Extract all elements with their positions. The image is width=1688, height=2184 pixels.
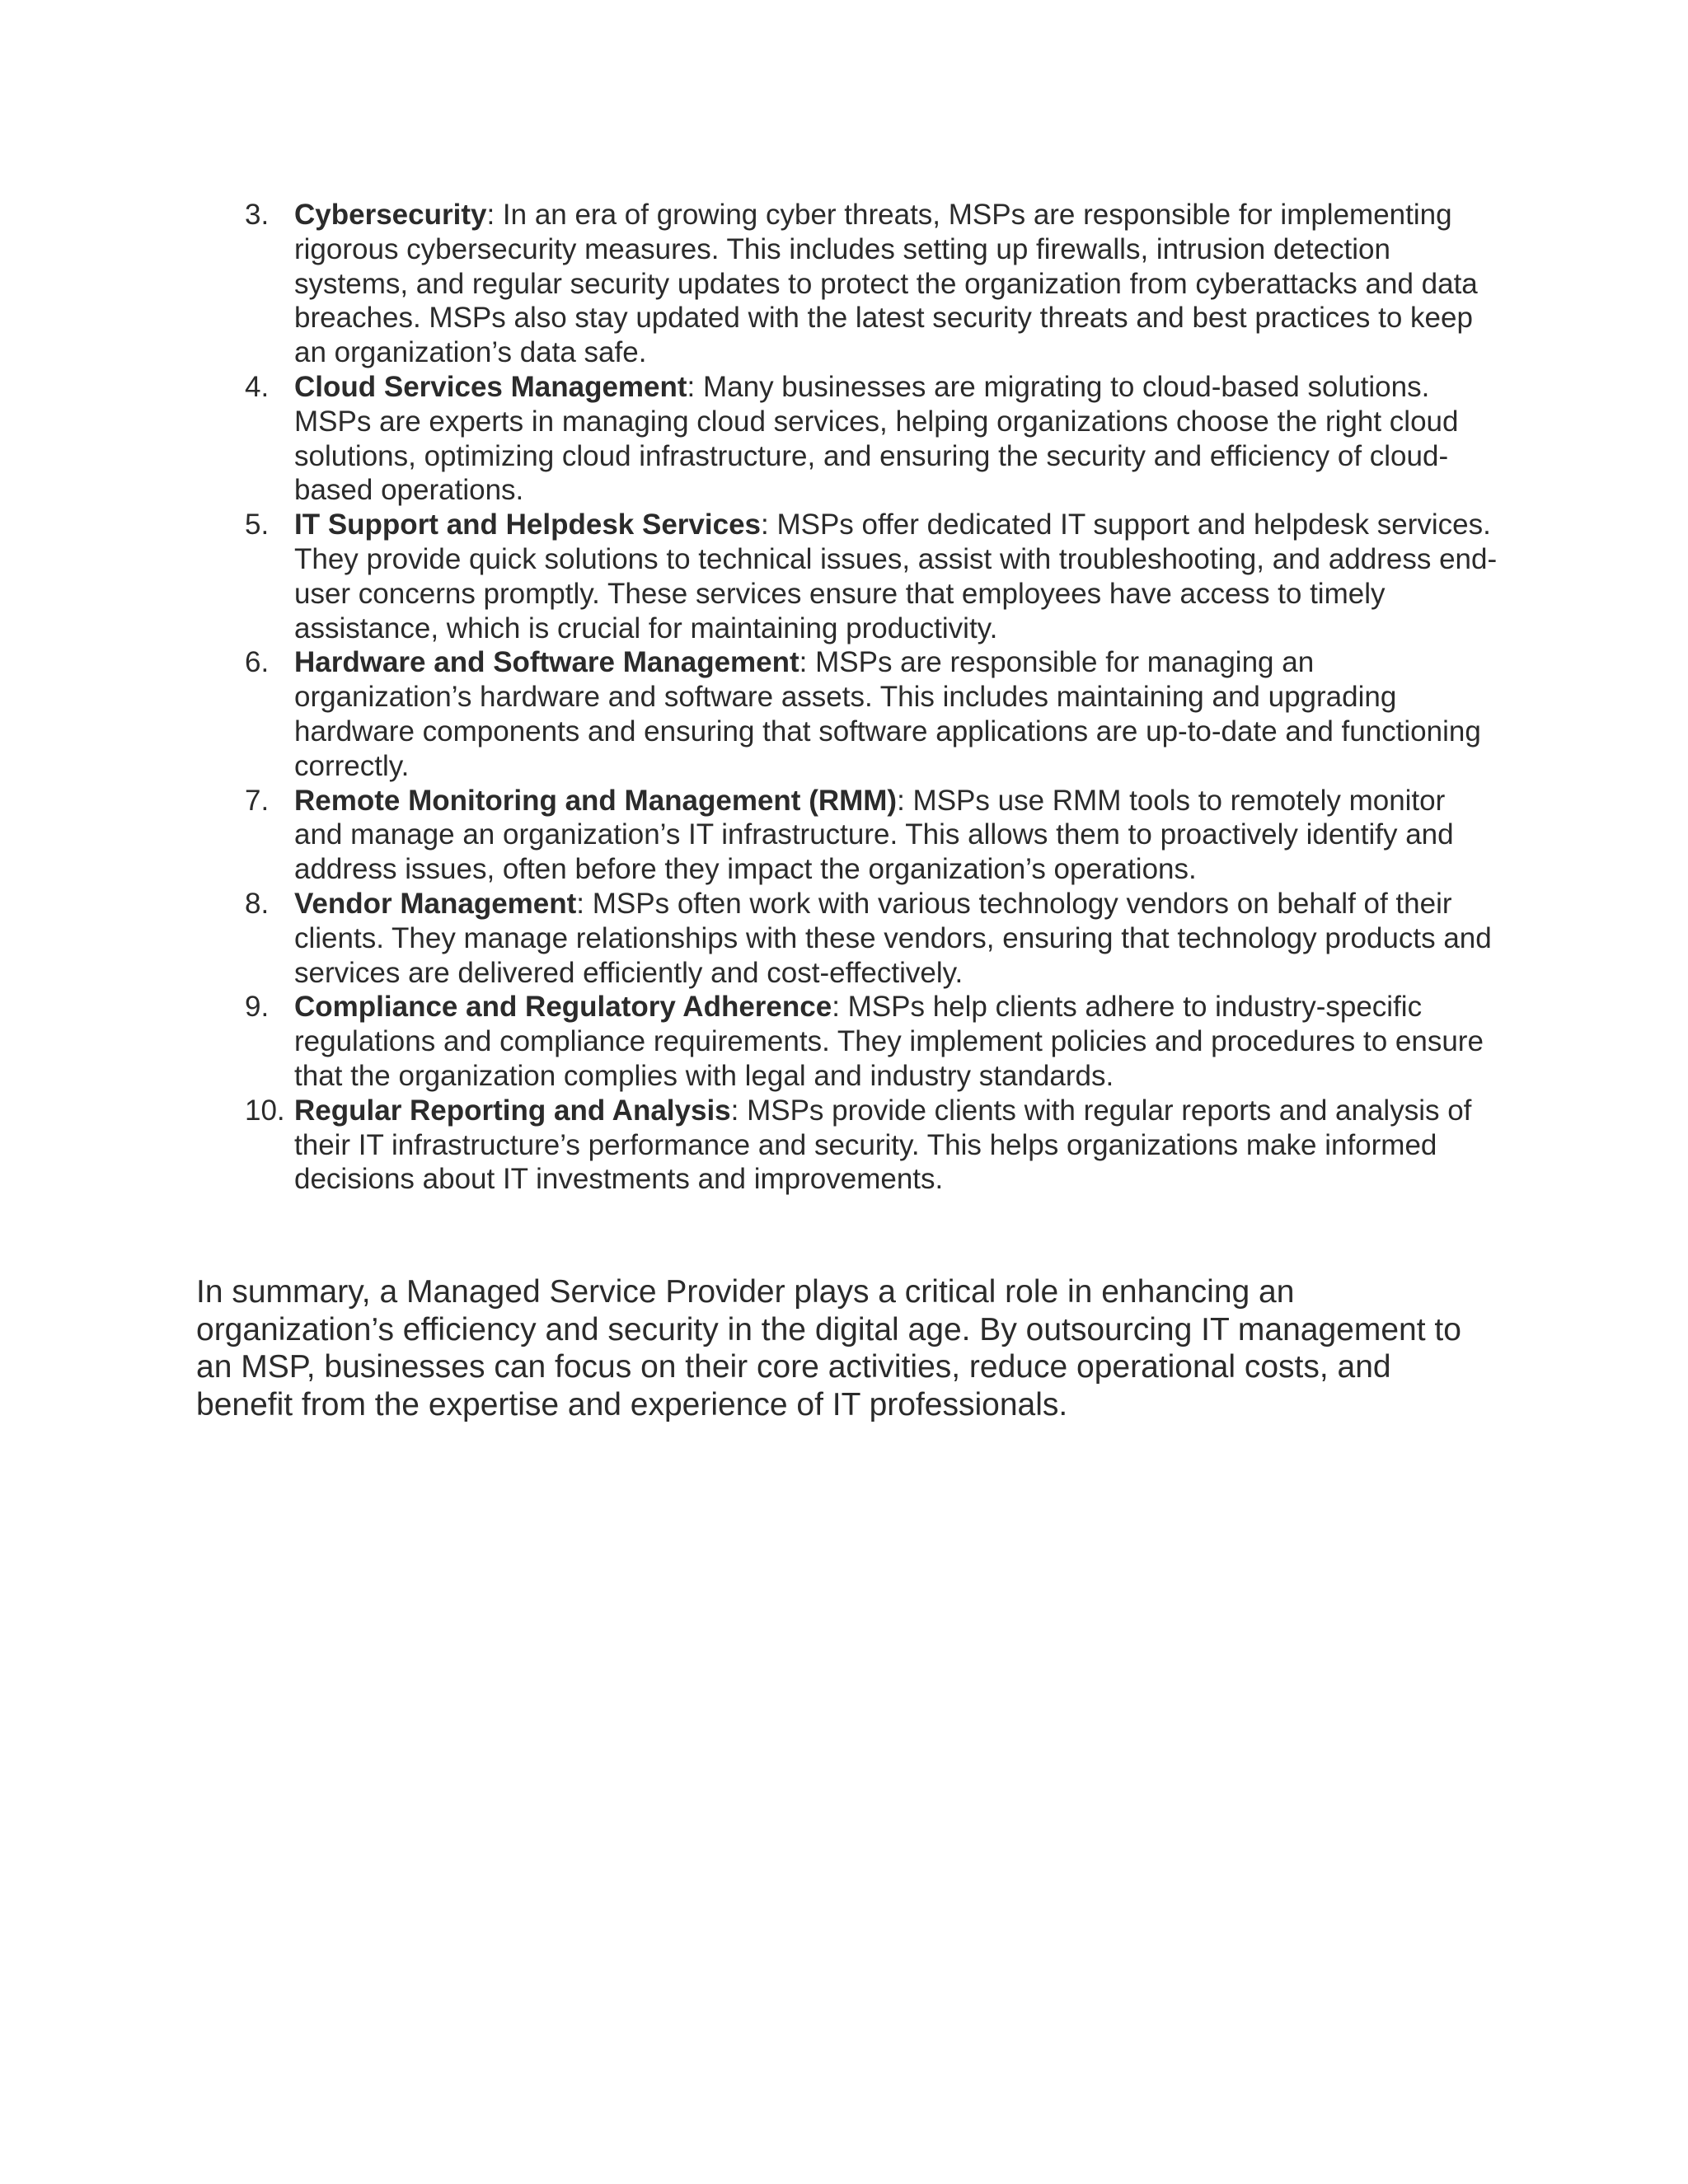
- list-item-number: 6.: [245, 646, 270, 679]
- list-item-title: Remote Monitoring and Management (RMM): [294, 784, 898, 817]
- list-item-text: : MSPs provide clients with regular reports and analysis of their IT infrastructure’s performance and security. This helps organizations make informed decisions about IT investments and improvements.: [294, 1094, 1472, 1196]
- list-item-title: Hardware and Software Management: [294, 646, 799, 679]
- list-item: [245, 370, 1498, 508]
- list-item-number: 9.: [245, 991, 270, 1024]
- list-item-text: : MSPs use RMM tools to remotely monitor and manage an organization’s IT infrastructure. This allows them to proactively identify and address issues, often before they impact the organization’s operations.: [294, 784, 1454, 886]
- list-item-title: Cloud Services Management: [294, 370, 687, 403]
- list-item: [245, 990, 1498, 1093]
- list-item-text: : MSPs are responsible for managing an organization’s hardware and software assets. This includes maintaining and upgrading hardware components and ensuring that software applications are up-to-date and functioning correctly.: [294, 646, 1481, 782]
- list-item-title: Regular Reporting and Analysis: [294, 1094, 731, 1127]
- list-item-number: 8.: [245, 887, 270, 920]
- list-item: [245, 645, 1498, 783]
- list-item-number: 4.: [245, 370, 270, 403]
- list-item: [245, 887, 1498, 990]
- list-item-title: Vendor Management: [294, 887, 577, 920]
- list-item-text: : MSPs help clients adhere to industry-specific regulations and compliance requirements. They implement policies and procedures to ensure that the organization complies with legal and industry standards.: [294, 991, 1484, 1092]
- list-item-title: Compliance and Regulatory Adherence: [294, 991, 832, 1024]
- list-item-title: Cybersecurity: [294, 199, 487, 231]
- list-item: [245, 784, 1498, 887]
- list-item-text: : MSPs offer dedicated IT support and helpdesk services. They provide quick solutions to technical issues, assist with troubleshooting, and address end-user concerns promptly. These services ensure that employees have access to timely assistance, which is crucial for maintaining productivity.: [294, 509, 1498, 644]
- list-item-title: IT Support and Helpdesk Services: [294, 509, 761, 541]
- list-item-number: 7.: [245, 784, 270, 817]
- list-item-text: : Many businesses are migrating to cloud-based solutions. MSPs are experts in managing cloud services, helping organizations choose the right cloud solutions, optimizing cloud infrastructure, and ensuring the security and efficiency of cloud-based operations.: [294, 370, 1459, 507]
- list-item-text: : In an era of growing cyber threats, MSPs are responsible for implementing rigorous cybersecurity measures. This includes setting up firewalls, intrusion detection systems, and regular security updates to protect the organization from cyberattacks and data breaches. MSPs also stay updated with the latest security threats and best practices to keep an organization’s data safe.: [294, 199, 1478, 369]
- list-item: [245, 198, 1498, 370]
- services-list: [245, 198, 1498, 1197]
- list-item-number: 3.: [245, 199, 270, 231]
- list-item-number: 5.: [245, 509, 270, 541]
- list-item: [245, 1094, 1498, 1197]
- list-item: [245, 508, 1498, 645]
- list-item-text: : MSPs often work with various technology vendors on behalf of their clients. They manage relationships with these vendors, ensuring that technology products and services are delivered efficiently and cost-effectively.: [294, 887, 1492, 989]
- list-item-number: 10.: [245, 1094, 285, 1127]
- summary-paragraph: In summary, a Managed Service Provider plays a critical role in enhancing an organization’s efficiency and security in the digital age. By outsourcing IT management to an MSP, businesses can focus on their core activities, reduce operational costs, and benefit from the expertise and experience of IT professionals.: [196, 1274, 1461, 1422]
